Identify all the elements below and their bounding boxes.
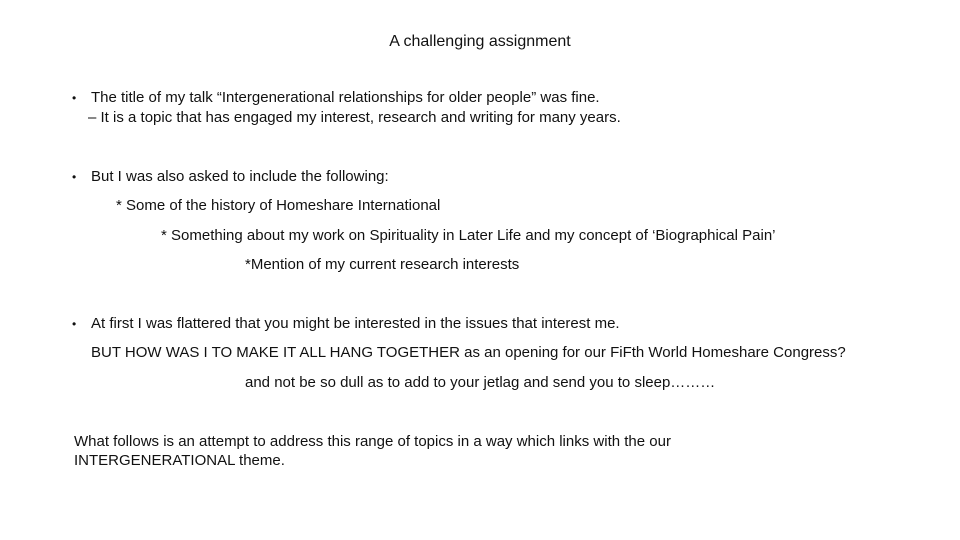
bullet3-line2: BUT HOW WAS I TO MAKE IT ALL HANG TOGETHER as an opening for our FiFth World Homeshare Congress? [91, 344, 846, 361]
bullet-marker: • [72, 170, 77, 184]
closing-line2: INTERGENERATIONAL theme. [74, 452, 285, 469]
bullet1-text: The title of my talk “Intergenerational relationships for older people” was fine. [91, 89, 600, 106]
bullet1-subtext: – It is a topic that has engaged my interest, research and writing for many years. [88, 109, 621, 126]
bullet2-text: But I was also asked to include the following: [91, 168, 389, 185]
bullet-marker: • [72, 317, 77, 331]
slide-title: A challenging assignment [389, 33, 571, 50]
closing-line1: What follows is an attempt to address this range of topics in a way which links with the our [74, 433, 671, 450]
bullet2-item-spirituality: * Something about my work on Spirituality in Later Life and my concept of ‘Biographical Pain’ [161, 227, 776, 244]
bullet2-item-history: * Some of the history of Homeshare International [116, 197, 441, 214]
bullet-marker: • [72, 91, 77, 105]
bullet2-item-research: *Mention of my current research interests [245, 256, 520, 273]
bullet3-line3: and not be so dull as to add to your jetlag and send you to sleep……… [245, 374, 716, 391]
bullet3-text: At first I was flattered that you might be interested in the issues that interest me. [91, 315, 620, 332]
